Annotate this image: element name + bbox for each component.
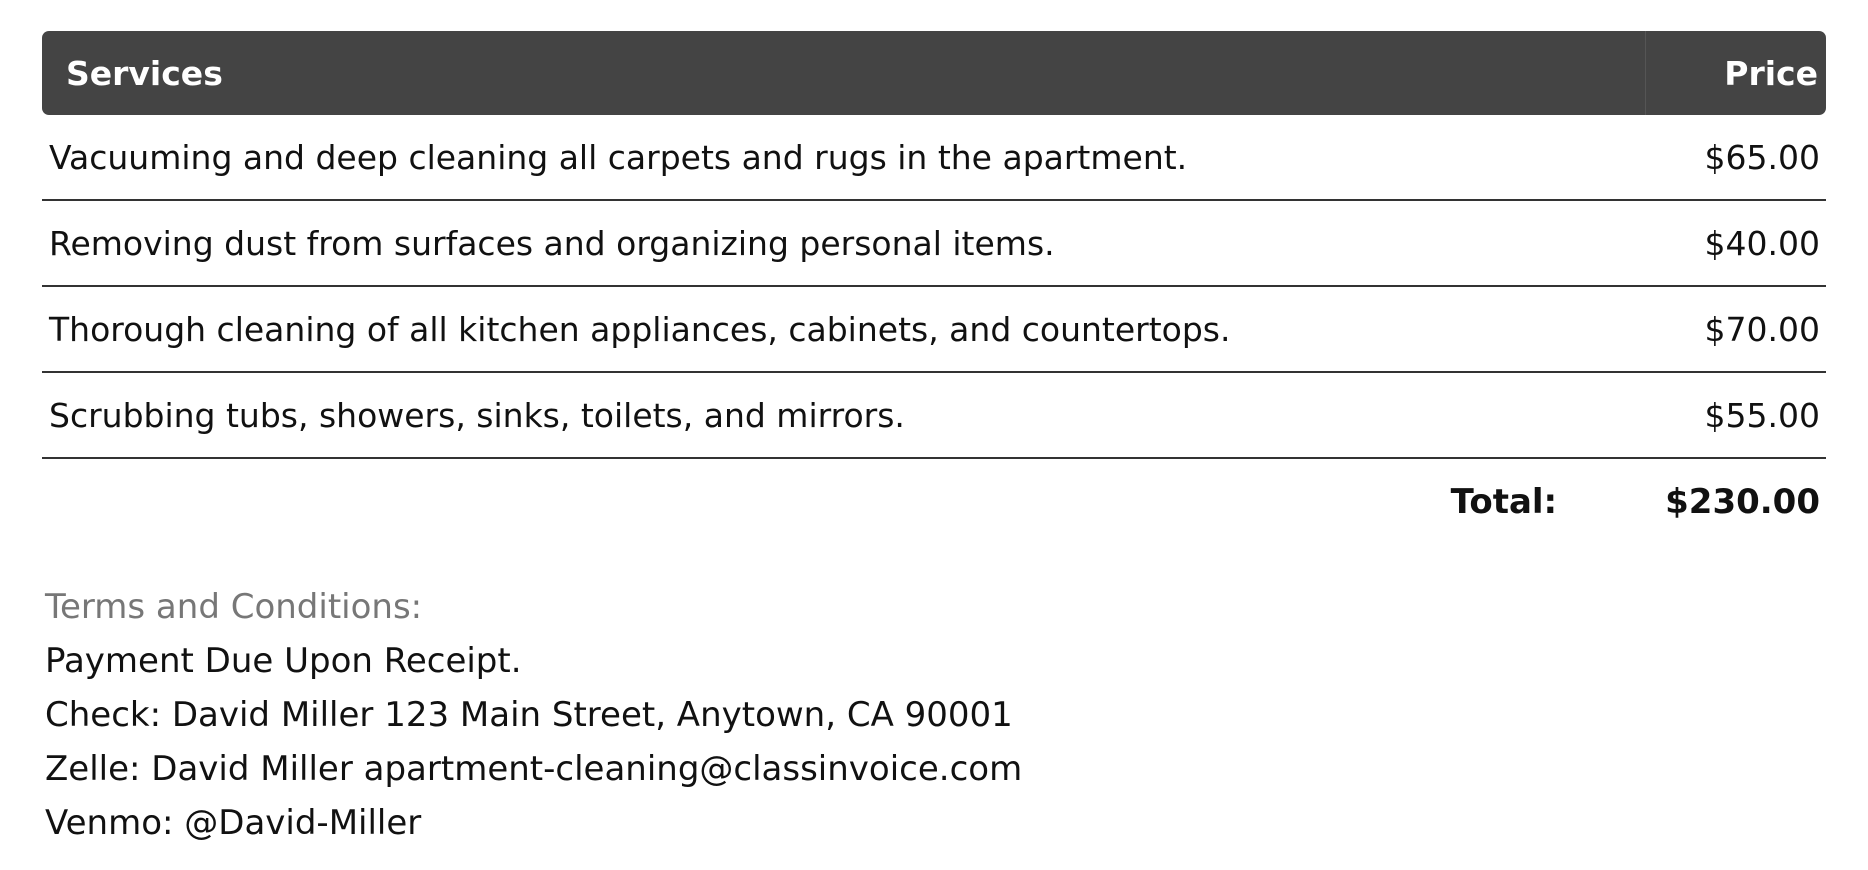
service-description: Removing dust from surfaces and organizing personal items. (49, 223, 1055, 263)
table-row (42, 115, 1826, 201)
zelle-payment-line: Zelle: David Miller apartment-cleaning@classinvoice.com (45, 749, 1023, 789)
service-price: $65.00 (1704, 137, 1820, 177)
table-header (42, 31, 1826, 115)
payment-due-line: Payment Due Upon Receipt. (45, 641, 522, 681)
service-description: Vacuuming and deep cleaning all carpets and rugs in the apartment. (49, 137, 1188, 177)
service-description: Scrubbing tubs, showers, sinks, toilets, and mirrors. (49, 395, 905, 435)
total-label: Total: (1450, 482, 1558, 522)
total-row (42, 459, 1826, 545)
service-rows (42, 115, 1826, 459)
total-value: $230.00 (1665, 482, 1820, 522)
table-row (42, 201, 1826, 287)
check-payment-line: Check: David Miller 123 Main Street, Anytown, CA 90001 (45, 695, 1013, 735)
venmo-payment-line: Venmo: @David-Miller (45, 803, 422, 843)
table-row (42, 373, 1826, 459)
price-column-header: Price (1724, 53, 1818, 93)
service-price: $40.00 (1704, 223, 1820, 263)
service-price: $55.00 (1704, 395, 1820, 435)
table-row (42, 287, 1826, 373)
terms-section (45, 580, 1022, 850)
services-column-header: Services (66, 53, 223, 93)
terms-heading: Terms and Conditions: (45, 587, 423, 627)
service-price: $70.00 (1704, 309, 1820, 349)
invoice-services-table (42, 31, 1826, 545)
service-description: Thorough cleaning of all kitchen appliances, cabinets, and countertops. (49, 309, 1231, 349)
